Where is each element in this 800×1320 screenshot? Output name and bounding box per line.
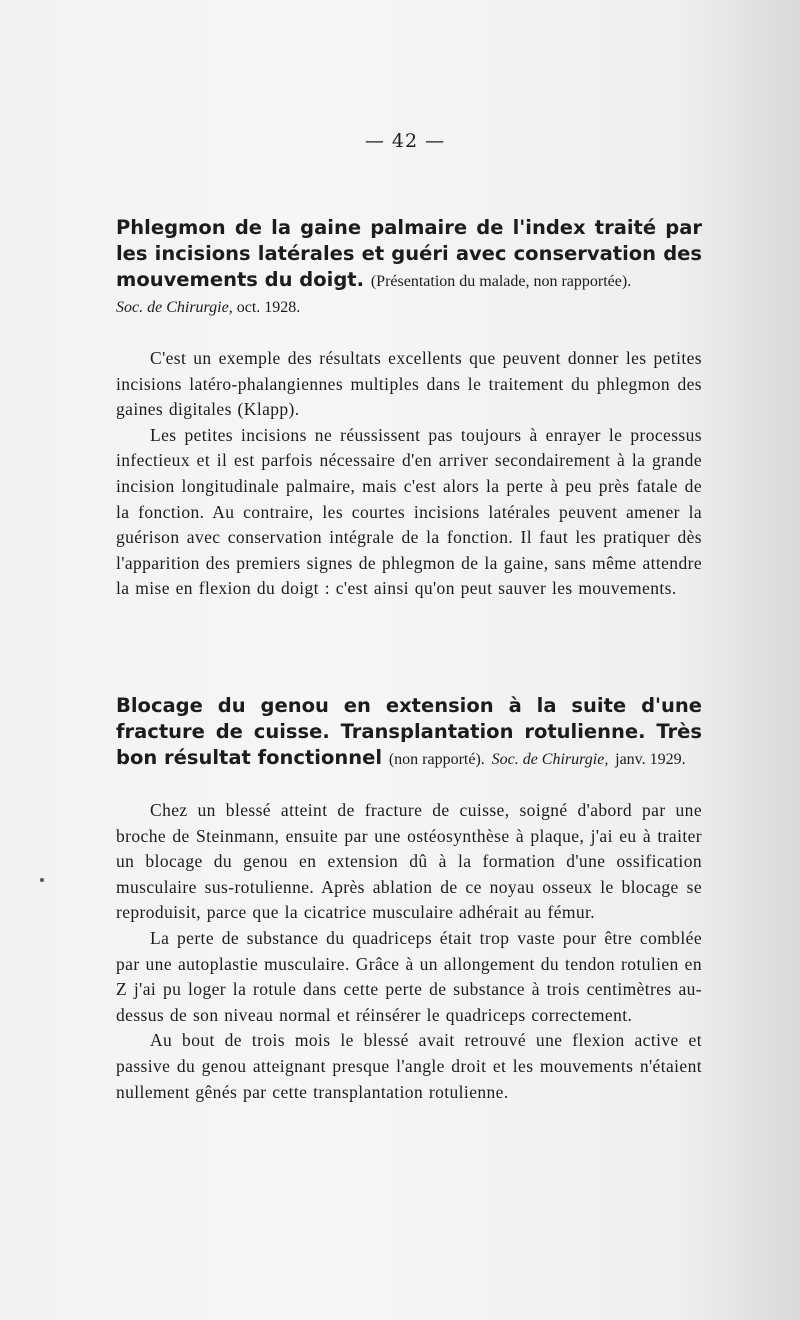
article-2-body (116, 798, 702, 1105)
article-2-heading (116, 693, 702, 773)
article-2-note: (non rapporté). (388, 751, 485, 768)
article-1-citation (116, 295, 702, 321)
article-1 (116, 215, 702, 321)
article-1-paragraph-1: C'est un exemple des résultats excellents que peuvent donner les petites incisions latéro-phalangiennes multiples dans le traitement du phlegmon des gaines digitales (Klapp). (116, 348, 702, 420)
article-1-note: (Présentation du malade, non rapportée). (370, 273, 632, 290)
article-1-journal: Soc. de Chirurgie, (116, 299, 233, 316)
article-2-paragraph-1: Chez un blessé atteint de fracture de cuisse, soigné d'abord par une broche de Steinmann, ensuite par une ostéosynthèse à plaque, j'ai eu à traiter un blocage du genou en extension dû à la formation d'une ossification musculaire sus-rotulienne. Après ablation de ce noyau osseux le blocage se reproduisit, parce que la cicatrice musculaire adhérait au fémur. (116, 800, 702, 923)
article-1-date: oct. 1928. (236, 299, 301, 316)
article-1-heading (116, 215, 702, 295)
article-1-body (116, 346, 702, 602)
article-2-date: janv. 1929. (615, 751, 686, 768)
article-2-paragraph-2: La perte de substance du quadriceps était trop vaste pour être comblée par une autoplastie musculaire. Grâce à un allongement du tendon rotulien en Z j'ai pu loger la rotule dans cette perte de substance à trois centimètres au-dessus de son niveau normal et réinsérer le quadriceps correctement. (116, 927, 702, 1025)
page-number: — 42 — (364, 130, 446, 152)
ink-spot (40, 878, 44, 882)
article-2-journal: Soc. de Chirurgie, (491, 751, 609, 768)
article-2-paragraph-3: Au bout de trois mois le blessé avait retrouvé une flexion active et passive du genou atteignant presque l'angle droit et les mouvements n'étaient nullement gênés par cette transplantation rotulienne. (116, 1030, 702, 1102)
article-2-title: Blocage du genou en extension à la suite d'une fracture de cuisse. Transplantation rotulienne. Très bon résultat fonctionnel (116, 694, 702, 769)
article-1-title: Phlegmon de la gaine palmaire de l'index traité par les incisions latérales et guéri avec conservation des mouvements du doigt. (116, 216, 702, 291)
article-2 (116, 693, 702, 773)
article-1-paragraph-2: Les petites incisions ne réussissent pas toujours à enrayer le processus infectieux et il est parfois nécessaire d'en arriver secondairement à la grande incision longitudinale palmaire, mais c'est alors la perte à peu près fatale de la fonction. Au contraire, les courtes incisions latérales peuvent amener la guérison avec conservation intégrale de la fonction. Il faut les pratiquer dès l'apparition des premiers signes de phlegmon de la gaine, sans même attendre la mise en flexion du doigt : c'est ainsi qu'on peut sauver les mouvements. (116, 424, 702, 599)
